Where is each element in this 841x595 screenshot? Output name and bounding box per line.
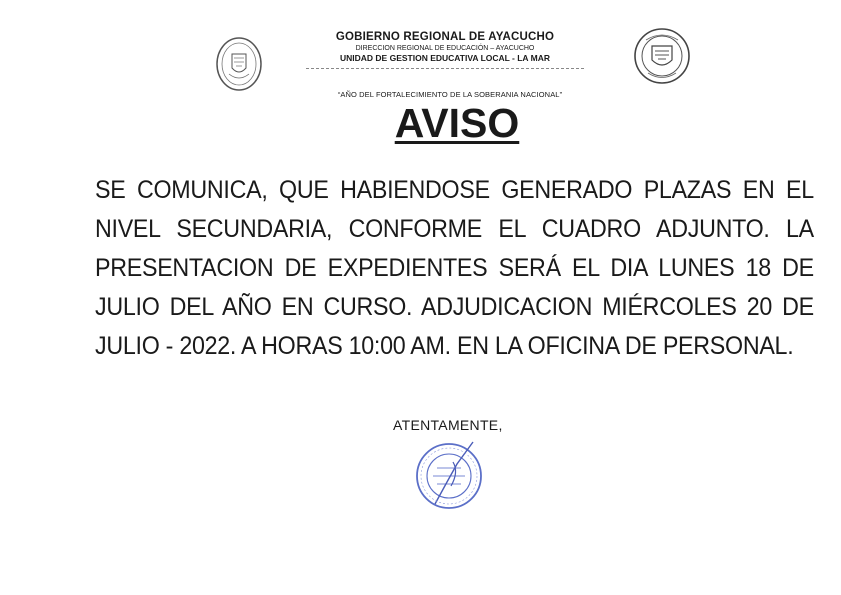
notice-title: AVISO <box>394 100 520 146</box>
closing-text: ATENTAMENTE, <box>393 417 503 433</box>
letterhead <box>300 31 590 69</box>
header-divider <box>306 68 584 69</box>
notice-body: SE COMUNICA, QUE HABIENDOSE GENERADO PLAZAS EN EL NIVEL SECUNDARIA, CONFORME EL CUADRO ADJUNTO. LA PRESENTACION DE EXPEDIENTES SERÁ EL DIA LUNES 18 DE JULIO DEL AÑO EN CURSO. ADJUDICACION MIÉRCOLES 20 DE JULIO - 2022. A HORAS 10:00 AM. EN LA OFICINA DE PERSONAL. <box>95 176 814 360</box>
unit-name: UNIDAD DE GESTION EDUCATIVA LOCAL - LA MAR <box>340 53 550 64</box>
official-stamp-with-signature-icon <box>413 438 489 514</box>
regional-government-seal-icon <box>215 36 263 92</box>
government-name: GOBIERNO REGIONAL DE AYACUCHO <box>335 31 555 43</box>
ugel-seal-icon <box>632 26 692 86</box>
year-name: “AÑO DEL FORTALECIMIENTO DE LA SOBERANIA NACIONAL” <box>337 90 563 99</box>
direction-name: DIRECCION REGIONAL DE EDUCACIÓN – AYACUCHO <box>355 45 535 53</box>
